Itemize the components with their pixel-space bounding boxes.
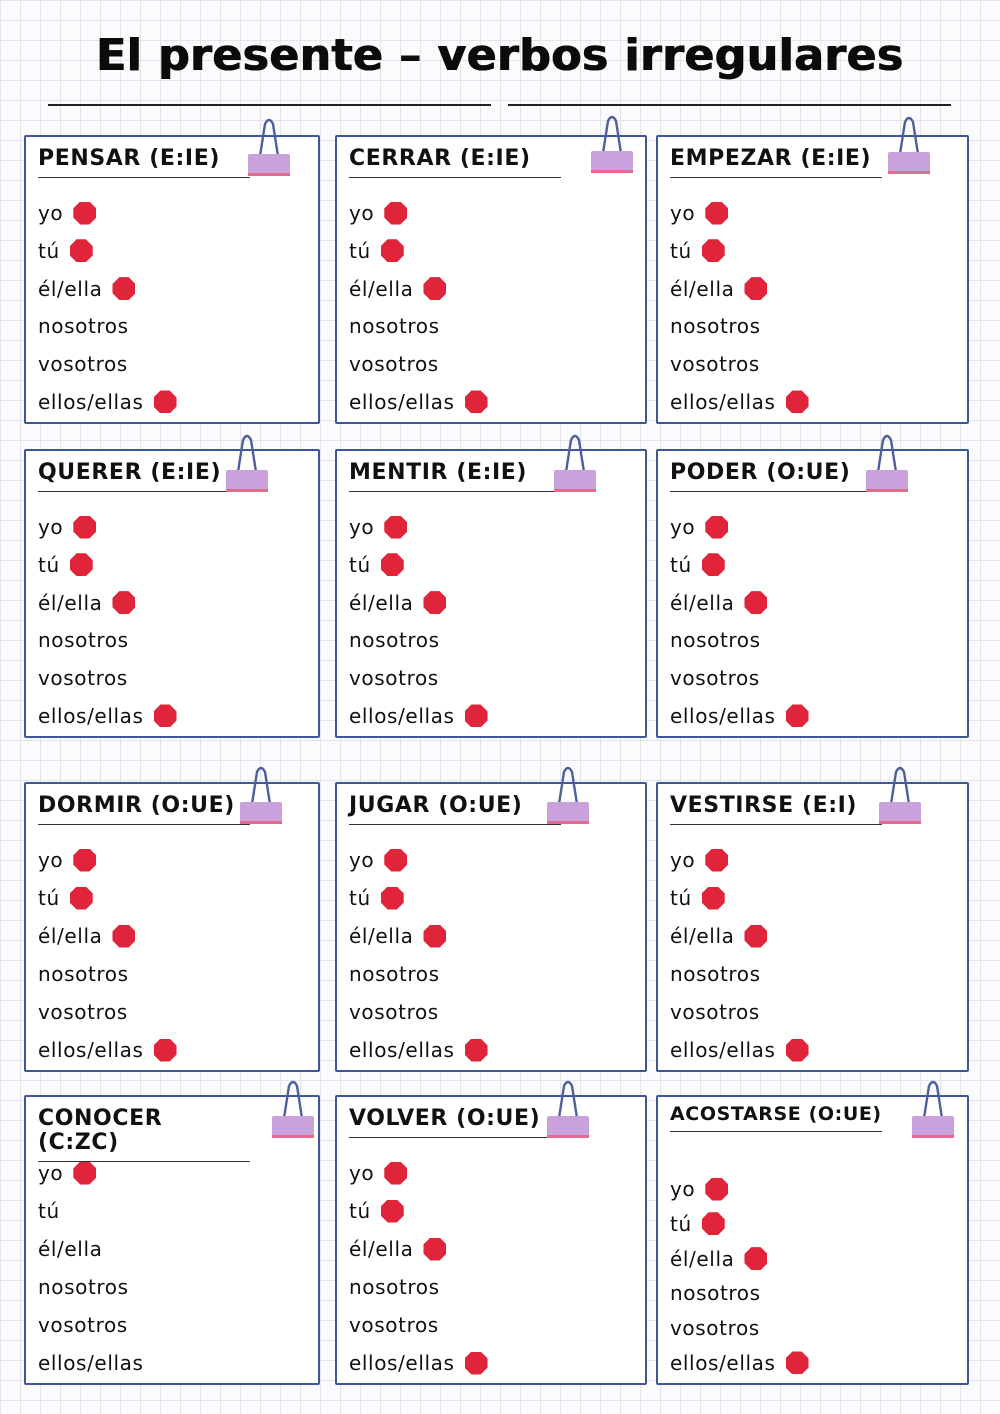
binder-clip-icon xyxy=(545,764,591,826)
clip-edge xyxy=(879,821,921,824)
binder-clip-icon xyxy=(877,764,923,826)
pronoun-label: tú xyxy=(670,886,692,910)
clip-body xyxy=(888,152,930,174)
conjugation-row xyxy=(38,312,308,340)
pronoun-label: él/ella xyxy=(349,1237,414,1261)
verb-card-pensar xyxy=(24,135,320,424)
verb-card-title: VESTIRSE (E:I) xyxy=(670,794,882,825)
conjugation-row xyxy=(670,589,957,617)
pronoun-label: vosotros xyxy=(38,1000,128,1024)
verb-card-cerrar xyxy=(335,135,647,424)
pronoun-label: ellos/ellas xyxy=(670,1350,776,1375)
conjugation-row xyxy=(670,998,957,1026)
answer-dot-icon[interactable] xyxy=(423,925,446,948)
pronoun-label: tú xyxy=(349,552,371,577)
clip-wire xyxy=(559,768,577,804)
answer-dot-icon[interactable] xyxy=(384,516,407,539)
pronoun-label: él/ella xyxy=(38,924,103,948)
binder-clip-icon xyxy=(910,1078,956,1140)
conjugation-row xyxy=(38,199,308,227)
verb-card-title: JUGAR (O:UE) xyxy=(349,794,561,825)
conjugation-rows xyxy=(349,513,635,730)
conjugation-row xyxy=(38,1273,308,1301)
binder-clip-icon xyxy=(224,432,270,494)
binder-clip-icon xyxy=(270,1078,316,1140)
pronoun-label: yo xyxy=(349,201,375,225)
clip-body xyxy=(554,470,596,492)
clip-wire xyxy=(566,436,584,472)
conjugation-row xyxy=(670,513,957,541)
pronoun-label: nosotros xyxy=(349,962,440,986)
answer-dot-icon[interactable] xyxy=(112,591,135,614)
conjugation-row xyxy=(38,1311,308,1339)
conjugation-row xyxy=(349,199,635,227)
pronoun-label: nosotros xyxy=(670,314,761,339)
pronoun-label: él/ella xyxy=(670,924,735,948)
pronoun-label: yo xyxy=(349,848,375,872)
pronoun-label: ellos/ellas xyxy=(38,703,144,728)
answer-dot-icon[interactable] xyxy=(384,1162,407,1185)
clip-body xyxy=(866,470,908,492)
conjugation-row xyxy=(38,1349,308,1377)
conjugation-row xyxy=(38,846,308,874)
binder-clip-icon xyxy=(545,1078,591,1140)
conjugation-rows xyxy=(38,1159,308,1377)
verb-card-title: CONOCER (C:ZC) xyxy=(38,1107,250,1162)
pronoun-label: tú xyxy=(38,886,60,910)
binder-clip-icon xyxy=(864,432,910,494)
answer-dot-icon[interactable] xyxy=(112,925,135,948)
conjugation-row xyxy=(349,1197,635,1225)
answer-dot-icon[interactable] xyxy=(423,1238,446,1261)
clip-edge xyxy=(272,1135,314,1138)
verb-card-title: DORMIR (O:UE) xyxy=(38,794,250,825)
clip-wire xyxy=(603,117,621,153)
answer-dot-icon[interactable] xyxy=(705,516,728,539)
verb-card-poder xyxy=(656,449,969,738)
clip-wire xyxy=(878,436,896,472)
pronoun-label: yo xyxy=(670,201,696,225)
conjugation-row xyxy=(38,1036,308,1064)
clip-wire xyxy=(891,768,909,804)
pronoun-label: él/ella xyxy=(349,590,414,615)
conjugation-row xyxy=(38,275,308,303)
answer-dot-icon[interactable] xyxy=(702,1212,725,1235)
conjugation-row xyxy=(38,388,308,416)
clip-edge xyxy=(912,1135,954,1138)
conjugation-row xyxy=(38,1197,308,1225)
pronoun-label: yo xyxy=(670,515,696,539)
conjugation-rows xyxy=(38,846,308,1064)
pronoun-label: ellos/ellas xyxy=(349,389,455,414)
conjugation-row xyxy=(349,884,635,912)
answer-dot-icon[interactable] xyxy=(154,1039,177,1062)
pronoun-label: tú xyxy=(670,1211,692,1236)
conjugation-row xyxy=(670,1349,957,1377)
conjugation-row xyxy=(38,922,308,950)
verb-card-title: MENTIR (E:IE) xyxy=(349,461,561,492)
answer-dot-icon[interactable] xyxy=(70,239,93,262)
answer-dot-icon[interactable] xyxy=(465,704,488,727)
pronoun-label: vosotros xyxy=(670,1316,760,1341)
pronoun-label: tú xyxy=(670,552,692,577)
clip-wire xyxy=(260,120,278,156)
binder-clip-icon xyxy=(238,764,284,826)
conjugation-row xyxy=(670,312,957,340)
clip-body xyxy=(547,802,589,824)
pronoun-label: nosotros xyxy=(349,314,440,339)
pronoun-label: yo xyxy=(38,201,64,225)
conjugation-row xyxy=(670,1175,957,1203)
pronoun-label: tú xyxy=(349,1199,371,1223)
clip-body xyxy=(547,1116,589,1138)
pronoun-label: nosotros xyxy=(38,314,129,339)
pronoun-label: ellos/ellas xyxy=(38,389,144,414)
clip-edge xyxy=(248,173,290,176)
pronoun-label: ellos/ellas xyxy=(349,1038,455,1062)
pronoun-label: vosotros xyxy=(38,1313,128,1337)
conjugation-rows xyxy=(670,513,957,730)
conjugation-row xyxy=(670,922,957,950)
verb-card-title: EMPEZAR (E:IE) xyxy=(670,147,882,178)
pronoun-label: vosotros xyxy=(38,352,128,377)
answer-dot-icon[interactable] xyxy=(381,1200,404,1223)
answer-dot-icon[interactable] xyxy=(73,849,96,872)
pronoun-label: nosotros xyxy=(670,962,761,986)
pronoun-label: nosotros xyxy=(38,962,129,986)
conjugation-row xyxy=(670,237,957,265)
conjugation-rows xyxy=(349,846,635,1064)
pronoun-label: nosotros xyxy=(38,628,129,653)
conjugation-row xyxy=(38,350,308,378)
conjugation-row xyxy=(670,884,957,912)
pronoun-label: tú xyxy=(349,886,371,910)
pronoun-label: tú xyxy=(670,238,692,263)
conjugation-row xyxy=(670,664,957,692)
conjugation-rows xyxy=(349,199,635,416)
conjugation-row xyxy=(38,1235,308,1263)
verb-card-title: ACOSTARSE (O:UE) xyxy=(670,1103,882,1132)
conjugation-row xyxy=(349,664,635,692)
conjugation-row xyxy=(349,846,635,874)
verb-card-empezar xyxy=(656,135,969,424)
answer-dot-icon[interactable] xyxy=(73,1162,96,1185)
pronoun-label: él/ella xyxy=(38,1237,103,1261)
conjugation-row xyxy=(349,1159,635,1187)
pronoun-label: vosotros xyxy=(670,352,760,377)
answer-dot-icon[interactable] xyxy=(381,887,404,910)
clip-body xyxy=(879,802,921,824)
conjugation-row xyxy=(349,1235,635,1263)
clip-edge xyxy=(240,821,282,824)
answer-dot-icon[interactable] xyxy=(73,516,96,539)
binder-clip-icon xyxy=(886,114,932,176)
answer-dot-icon[interactable] xyxy=(423,277,446,300)
answer-dot-icon[interactable] xyxy=(702,887,725,910)
pronoun-label: nosotros xyxy=(670,628,761,653)
conjugation-rows xyxy=(670,1175,957,1377)
pronoun-label: ellos/ellas xyxy=(349,1351,455,1375)
conjugation-row xyxy=(38,626,308,654)
answer-dot-icon[interactable] xyxy=(384,202,407,225)
pronoun-label: yo xyxy=(38,1161,64,1185)
conjugation-rows xyxy=(670,199,957,416)
conjugation-row xyxy=(349,1036,635,1064)
conjugation-row xyxy=(349,960,635,988)
pronoun-label: vosotros xyxy=(349,352,439,377)
verb-card-title: PENSAR (E:IE) xyxy=(38,147,250,178)
clip-body xyxy=(248,154,290,176)
conjugation-row xyxy=(38,237,308,265)
clip-body xyxy=(912,1116,954,1138)
pronoun-label: él/ella xyxy=(670,276,735,301)
pronoun-label: tú xyxy=(38,238,60,263)
answer-dot-icon[interactable] xyxy=(465,1352,488,1375)
conjugation-row xyxy=(349,1311,635,1339)
answer-dot-icon[interactable] xyxy=(465,1039,488,1062)
pronoun-label: nosotros xyxy=(670,1281,761,1306)
conjugation-row xyxy=(670,1314,957,1342)
conjugation-row xyxy=(670,350,957,378)
answer-dot-icon[interactable] xyxy=(744,925,767,948)
conjugation-row xyxy=(349,589,635,617)
conjugation-row xyxy=(349,1349,635,1377)
pronoun-label: ellos/ellas xyxy=(38,1351,144,1375)
clip-edge xyxy=(226,489,268,492)
answer-dot-icon[interactable] xyxy=(744,591,767,614)
clip-edge xyxy=(547,1135,589,1138)
conjugation-row xyxy=(670,199,957,227)
conjugation-row xyxy=(349,922,635,950)
conjugation-row xyxy=(38,589,308,617)
pronoun-label: ellos/ellas xyxy=(38,1038,144,1062)
conjugation-row xyxy=(349,350,635,378)
title-underline-left xyxy=(48,104,491,106)
conjugation-row xyxy=(670,846,957,874)
pronoun-label: él/ella xyxy=(670,1246,735,1271)
answer-dot-icon[interactable] xyxy=(744,277,767,300)
pronoun-label: tú xyxy=(38,552,60,577)
clip-wire xyxy=(284,1082,302,1118)
conjugation-row xyxy=(349,551,635,579)
conjugation-row xyxy=(38,551,308,579)
verb-card-querer xyxy=(24,449,320,738)
pronoun-label: nosotros xyxy=(349,628,440,653)
binder-clip-icon xyxy=(589,113,635,175)
pronoun-label: ellos/ellas xyxy=(670,389,776,414)
pronoun-label: nosotros xyxy=(349,1275,440,1299)
answer-dot-icon[interactable] xyxy=(705,202,728,225)
answer-dot-icon[interactable] xyxy=(381,239,404,262)
binder-clip-icon xyxy=(246,116,292,178)
conjugation-row xyxy=(349,275,635,303)
answer-dot-icon[interactable] xyxy=(786,1039,809,1062)
conjugation-row xyxy=(349,312,635,340)
conjugation-row xyxy=(349,626,635,654)
answer-dot-icon[interactable] xyxy=(744,1247,767,1270)
pronoun-label: él/ella xyxy=(349,276,414,301)
answer-dot-icon[interactable] xyxy=(70,553,93,576)
conjugation-row xyxy=(349,998,635,1026)
answer-dot-icon[interactable] xyxy=(705,849,728,872)
answer-dot-icon[interactable] xyxy=(154,390,177,413)
page-title: El presente – verbos irregulares xyxy=(96,30,904,81)
pronoun-label: tú xyxy=(38,1199,60,1223)
conjugation-row xyxy=(670,960,957,988)
answer-dot-icon[interactable] xyxy=(73,202,96,225)
answer-dot-icon[interactable] xyxy=(423,591,446,614)
clip-wire xyxy=(900,118,918,154)
conjugation-rows xyxy=(670,846,957,1064)
conjugation-row xyxy=(38,702,308,730)
pronoun-label: vosotros xyxy=(349,1000,439,1024)
clip-wire xyxy=(252,768,270,804)
answer-dot-icon[interactable] xyxy=(786,1351,809,1374)
verb-card-mentir xyxy=(335,449,647,738)
pronoun-label: vosotros xyxy=(349,666,439,691)
answer-dot-icon[interactable] xyxy=(702,239,725,262)
pronoun-label: él/ella xyxy=(38,276,103,301)
conjugation-row xyxy=(38,884,308,912)
pronoun-label: yo xyxy=(670,848,696,872)
pronoun-label: vosotros xyxy=(38,666,128,691)
pronoun-label: él/ella xyxy=(349,924,414,948)
clip-wire xyxy=(924,1082,942,1118)
conjugation-row xyxy=(670,1210,957,1238)
clip-edge xyxy=(554,489,596,492)
conjugation-rows xyxy=(38,513,308,730)
pronoun-label: ellos/ellas xyxy=(670,703,776,728)
conjugation-rows xyxy=(38,199,308,416)
conjugation-row xyxy=(38,960,308,988)
conjugation-row xyxy=(38,513,308,541)
verb-card-title: QUERER (E:IE) xyxy=(38,461,250,492)
pronoun-label: yo xyxy=(38,515,64,539)
answer-dot-icon[interactable] xyxy=(70,887,93,910)
conjugation-row xyxy=(349,702,635,730)
conjugation-rows xyxy=(349,1159,635,1377)
pronoun-label: yo xyxy=(670,1177,696,1201)
conjugation-row xyxy=(38,998,308,1026)
conjugation-row xyxy=(38,1159,308,1187)
pronoun-label: yo xyxy=(349,1161,375,1185)
clip-edge xyxy=(888,171,930,174)
answer-dot-icon[interactable] xyxy=(381,553,404,576)
answer-dot-icon[interactable] xyxy=(154,704,177,727)
pronoun-label: vosotros xyxy=(670,1000,760,1024)
conjugation-row xyxy=(349,1273,635,1301)
conjugation-row xyxy=(38,664,308,692)
pronoun-label: él/ella xyxy=(38,590,103,615)
verb-card-title: PODER (O:UE) xyxy=(670,461,882,492)
clip-wire xyxy=(238,436,256,472)
conjugation-row xyxy=(670,1245,957,1273)
conjugation-row xyxy=(349,237,635,265)
binder-clip-icon xyxy=(552,432,598,494)
verb-card-title: VOLVER (O:UE) xyxy=(349,1107,561,1138)
title-underline-right xyxy=(508,104,951,106)
conjugation-row xyxy=(670,388,957,416)
clip-edge xyxy=(866,489,908,492)
pronoun-label: yo xyxy=(349,515,375,539)
answer-dot-icon[interactable] xyxy=(786,390,809,413)
conjugation-row xyxy=(349,388,635,416)
answer-dot-icon[interactable] xyxy=(705,1178,728,1201)
clip-body xyxy=(240,802,282,824)
answer-dot-icon[interactable] xyxy=(112,277,135,300)
pronoun-label: él/ella xyxy=(670,590,735,615)
answer-dot-icon[interactable] xyxy=(786,704,809,727)
verb-card-jugar xyxy=(335,782,647,1072)
conjugation-row xyxy=(670,1279,957,1307)
clip-edge xyxy=(591,170,633,173)
conjugation-row xyxy=(670,551,957,579)
pronoun-label: ellos/ellas xyxy=(670,1038,776,1062)
conjugation-row xyxy=(670,626,957,654)
verb-card-title: CERRAR (E:IE) xyxy=(349,147,561,178)
conjugation-row xyxy=(670,1036,957,1064)
answer-dot-icon[interactable] xyxy=(384,849,407,872)
clip-body xyxy=(591,151,633,173)
pronoun-label: vosotros xyxy=(670,666,760,691)
clip-edge xyxy=(547,821,589,824)
clip-body xyxy=(272,1116,314,1138)
pronoun-label: ellos/ellas xyxy=(349,703,455,728)
pronoun-label: vosotros xyxy=(349,1313,439,1337)
pronoun-label: tú xyxy=(349,238,371,263)
conjugation-row xyxy=(670,702,957,730)
pronoun-label: nosotros xyxy=(38,1275,129,1299)
clip-wire xyxy=(559,1082,577,1118)
pronoun-label: yo xyxy=(38,848,64,872)
conjugation-row xyxy=(670,275,957,303)
conjugation-row xyxy=(349,513,635,541)
verb-card-volver xyxy=(335,1095,647,1385)
answer-dot-icon[interactable] xyxy=(465,390,488,413)
answer-dot-icon[interactable] xyxy=(702,553,725,576)
clip-body xyxy=(226,470,268,492)
